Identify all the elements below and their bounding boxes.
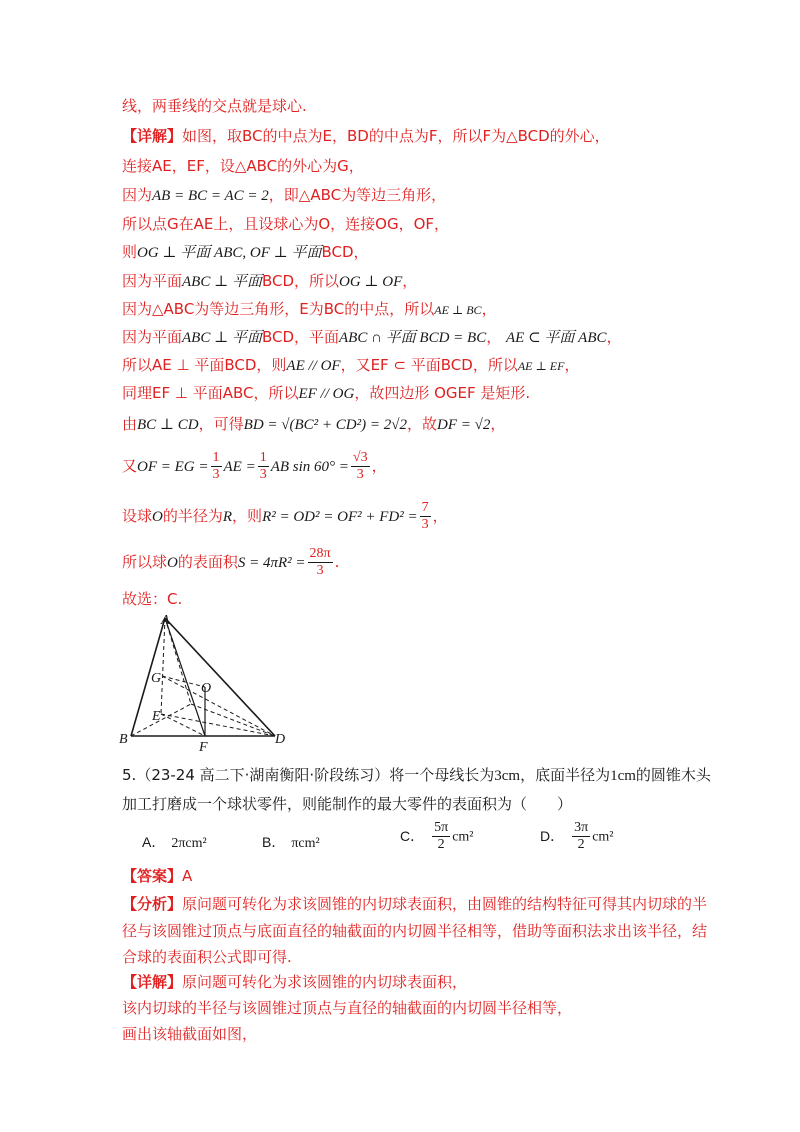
answer-line	[122, 866, 722, 886]
edge-BC	[131, 704, 191, 736]
answer-value: A	[182, 867, 193, 885]
fraction: $\frac{5\pi}{2}$	[434, 820, 449, 852]
question-line: 加工打磨成一个球状零件，则能制作的最大零件的表面积为（ ）	[122, 795, 573, 813]
label-D: D	[275, 732, 286, 747]
fraction: $\frac{√3}{3}$	[352, 450, 368, 482]
detail-line: 画出该轴截面如图，	[122, 1025, 258, 1043]
text-line: 所以点G在AE上，且设球心为O，连接OG，OF，	[122, 215, 450, 233]
text-line: 又OF = EG = $\frac{1}{3}$ AE = $\frac{1}{3}$ AB sin 60° = $\frac{√3}{3}$ ，	[122, 450, 387, 482]
text-line: 同理EF ⊥ 平面ABC，所以EF // OG，故四边形 OGEF 是矩形.	[122, 384, 531, 402]
fraction: $\frac{1}{3}$	[212, 450, 220, 482]
fraction: $\frac{7}{3}$	[421, 500, 429, 532]
option-a: A． 2πcm²	[142, 834, 207, 851]
analysis-line: 径与该圆锥过顶点与底面直径的轴截面的内切圆半径相等，借助等面积法求出该半径，结	[122, 922, 708, 940]
text-line: 所以球O的表面积S = 4πR² = $\frac{28\pi}{3}$ .	[122, 546, 340, 578]
text-line: 所以AE ⊥ 平面BCD，则AE // OF，又EF ⊂ 平面BCD，所以AE ⊥ EF，	[122, 356, 580, 374]
text-line: 则OG ⊥ 平面 ABC, OF ⊥ 平面BCD，	[122, 243, 369, 261]
tetrahedron-figure	[115, 612, 295, 752]
fraction: $\frac{3\pi}{2}$	[574, 820, 589, 852]
fraction: $\frac{1}{3}$	[259, 450, 267, 482]
detail-tag: 【详解】	[122, 973, 183, 991]
detail-tag: 【详解】	[122, 127, 183, 145]
label-O: O	[201, 681, 212, 696]
text-line: 设球O的半径为R，则R² = OD² = OF² + FD² = $\frac{7}{3}$ ，	[122, 500, 448, 532]
detail-line: 【详解】原问题可转化为求该圆锥的内切球表面积，	[122, 973, 468, 991]
text-line: 连接AE，EF，设△ABC的外心为G，	[122, 157, 364, 175]
analysis-line: 合球的表面积公式即可得.	[122, 948, 292, 966]
text-line: 【详解】如图，取BC的中点为E，BD的中点为F，所以F为△BCD的外心，	[122, 127, 610, 145]
question-number: 5.	[122, 766, 137, 784]
label-B: B	[119, 732, 128, 747]
segment-GD	[162, 676, 275, 736]
analysis-tag: 【分析】	[122, 895, 183, 913]
segment-GO	[162, 676, 205, 687]
option-d: D． $\frac{3\pi}{2}$ cm²	[540, 820, 614, 852]
detail-line: 该内切球的半径与该圆锥过顶点与直径的轴截面的内切圆半径相等，	[122, 999, 573, 1017]
text-line: 因为平面ABC ⊥ 平面BCD，平面ABC ∩ 平面 BCD = BC， AE ⊂ 平面 ABC，	[122, 328, 622, 346]
label-F: F	[199, 740, 208, 752]
question-source: （23-24 高二下·湖南衡阳·阶段练习）	[136, 766, 390, 784]
text-line: 因为平面ABC ⊥ 平面BCD，所以OG ⊥ OF，	[122, 272, 418, 290]
fraction: $\frac{28\pi}{3}$	[309, 546, 331, 578]
edge-AD	[165, 618, 275, 736]
option-b: B． πcm²	[262, 834, 320, 851]
text-line: 由BC ⊥ CD，可得BD = √(BC² + CD²) = 2√2，故DF = √2，	[122, 415, 506, 433]
answer-tag: 【答案】	[122, 867, 183, 885]
answer-choice-line: 故选：C.	[122, 590, 183, 608]
label-G: G	[151, 671, 162, 686]
option-c: C． $\frac{5\pi}{2}$ cm²	[400, 820, 474, 852]
label-A: A	[161, 613, 170, 628]
analysis-line: 【分析】原问题可转化为求该圆锥的内切球表面积，由圆锥的结构特征可得其内切球的半	[122, 895, 708, 913]
text-line: 因为△ABC为等边三角形，E为BC的中点，所以AE ⊥ BC，	[122, 300, 497, 318]
label-E: E	[152, 709, 161, 724]
text-line: 因为AB = BC = AC = 2，即△ABC为等边三角形，	[122, 186, 447, 204]
text-line: 线，两垂线的交点就是球心.	[122, 97, 307, 115]
question-line: 5.（23-24 高二下·湖南衡阳·阶段练习）将一个母线长为3cm，底面半径为1cm的圆锥木头	[122, 766, 711, 784]
